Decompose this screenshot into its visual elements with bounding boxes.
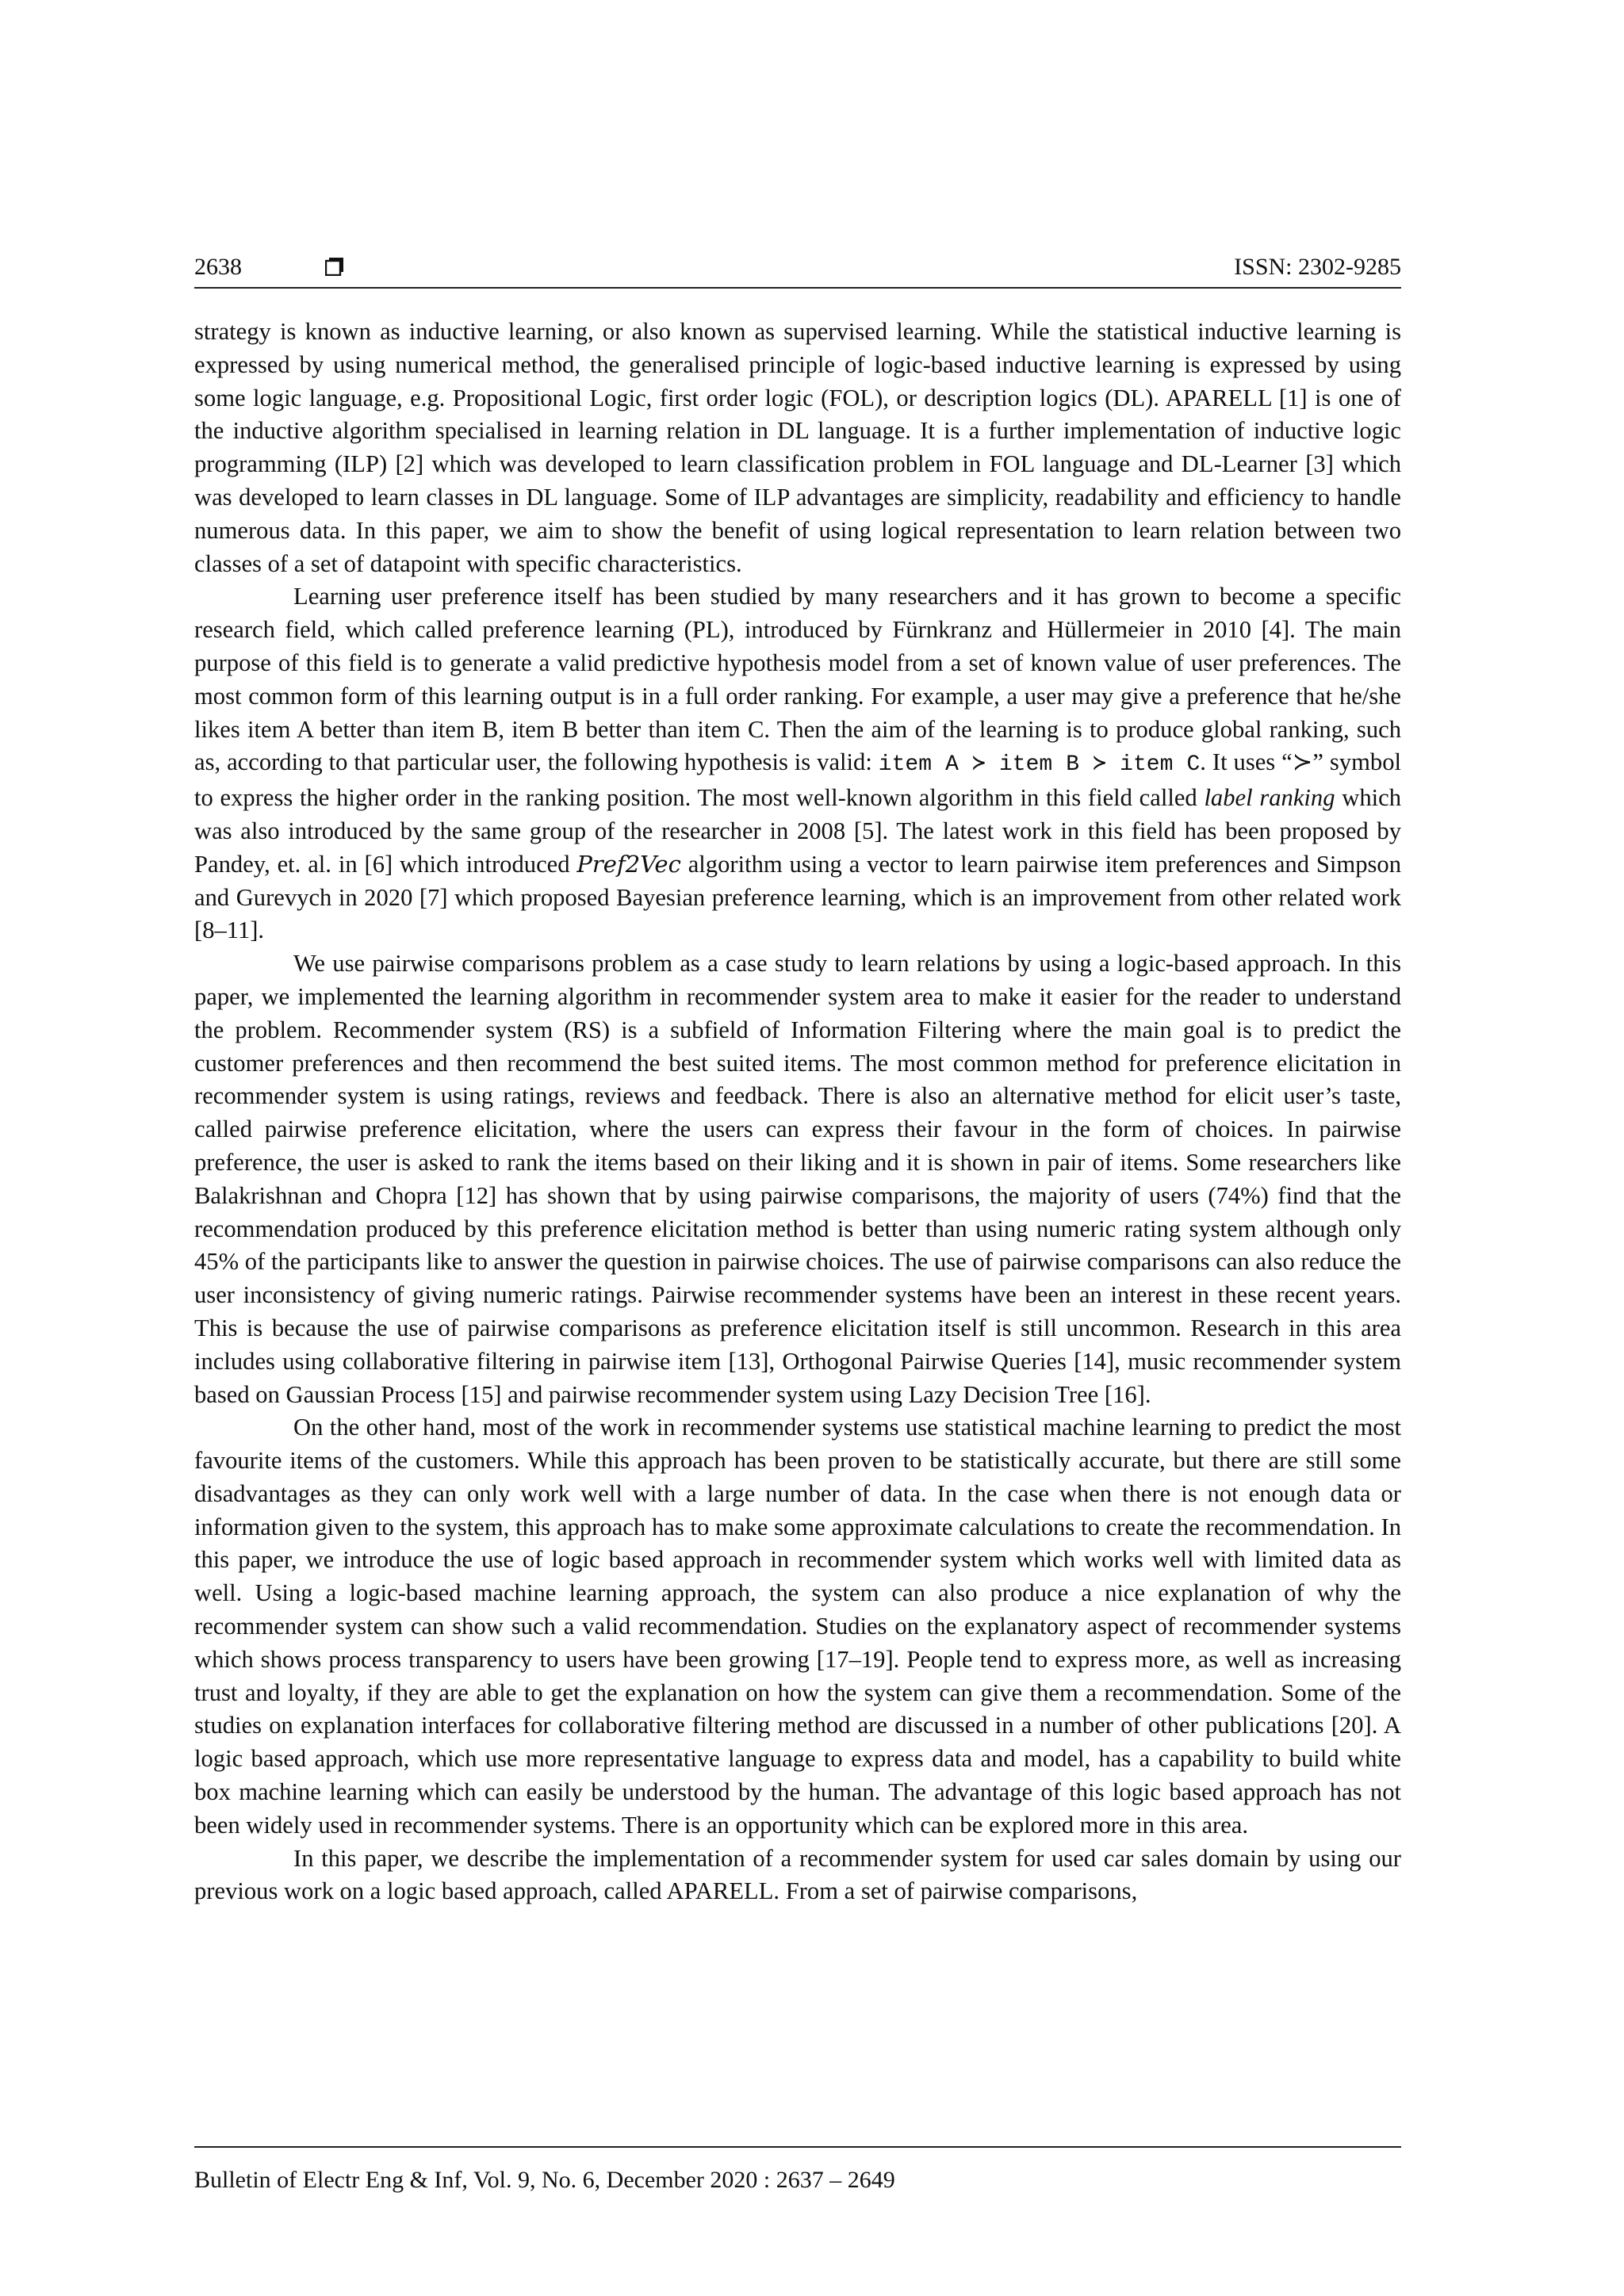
ranking-hypothesis-code: item A ≻ item B ≻ item C: [878, 752, 1201, 778]
paragraph-2-part-c: which was also introduced by the same group of the researcher in 2008 [5]. The latest work in this field has been proposed by Pandey, et. al. in [6] which introduced: [194, 784, 1402, 878]
header-rule: [194, 287, 1401, 289]
square-box-icon: [325, 257, 344, 276]
paragraph-1: strategy is known as inductive learning, or also known as supervised learning. While the statistical inductive learning is expressed by using numerical method, the generalised principle of logic-based inductive learning is expressed by using some logic language, e.g. Propositional Logic, first order logic (FOL), or description logics (DL). APARELL [1] is one of the inductive algorithm specialised in learning relation in DL language. It is a further implementation of inductive logic programming (ILP) [2] which was developed to learn classification problem in FOL language and DL-Learner [3] which was developed to learn classes in DL language. Some of ILP advantages are simplicity, readability and efficiency to handle numerous data. In this paper, we aim to show the benefit of using logical representation to learn relation between two classes of a set of datapoint with specific characteristics.: [194, 318, 1401, 577]
pref2vec-term: Pref2Vec: [576, 850, 681, 878]
paragraph-2-part-a: Learning user preference itself has been studied by many researchers and it has grown to become a specific research field, which called preference learning (PL), introduced by Fürnkranz and Hüllermeier in 2010 [4]. The main purpose of this field is to generate a valid predictive hypothesis model from a set of known value of user preferences. The most common form of this learning output is in a full order ranking. For example, a user may give a preference that he/she likes item A better than item B, item B better than item C. Then the aim of the learning is to produce global ranking, such as, according to that particular user, the following hypothesis is valid:: [194, 583, 1401, 776]
page-number: 2638: [194, 254, 242, 280]
paragraph-2-part-b: . It uses “≻” symbol to express the higher order in the ranking position. The most well-known algorithm in this field called: [194, 748, 1401, 812]
page-header: [194, 252, 1401, 290]
footer-rule: [194, 2146, 1401, 2148]
paragraph-2: [194, 580, 1401, 947]
issn-label: ISSN: 2302-9285: [1234, 254, 1401, 280]
main-text: [194, 316, 1401, 1908]
paragraph-5: In this paper, we describe the implementation of a recommender system for used car sales domain by using our previous work on a logic based approach, called APARELL. From a set of pairwise comparisons,: [194, 1844, 1401, 1905]
paragraph-4: On the other hand, most of the work in recommender systems use statistical machine learning to predict the most favourite items of the customers. While this approach has been proven to be statistically accurate, but there are still some disadvantages as they can only work well with a large number of data. In the case when there is not enough data or information given to the system, this approach has to make some approximate calculations to create the recommendation. In this paper, we introduce the use of logic based approach in recommender system which works well with limited data as well. Using a logic-based machine learning approach, the system can also produce a nice explanation of why the recommender system can show such a valid recommendation. Studies on the explanatory aspect of recommender systems which shows process transparency to users have been growing [17–19]. People tend to express more, as well as increasing trust and loyalty, if they are able to get the explanation on how the system can give them a recommendation. Some of the studies on explanation interfaces for collaborative filtering method are discussed in a number of other publications [20]. A logic based approach, which use more representative language to express data and model, has a capability to build white box machine learning which can easily be understood by the human. The advantage of this logic based approach has not been widely used in recommender systems. There is an opportunity which can be explored more in this area.: [194, 1414, 1401, 1839]
paragraph-3: We use pairwise comparisons problem as a case study to learn relations by using a logic-based approach. In this paper, we implemented the learning algorithm in recommender system area to make it easier for the reader to understand the problem. Recommender system (RS) is a subfield of Information Filtering where the main goal is to predict the customer preferences and then recommend the best suited items. The most common method for preference elicitation in recommender system is using ratings, reviews and feedback. There is also an alternative method for elicit user’s taste, called pairwise preference elicitation, where the users can express their favour in the form of choices. In pairwise preference, the user is asked to rank the items based on their liking and it is shown in pair of items. Some researchers like Balakrishnan and Chopra [12] has shown that by using pairwise comparisons, the majority of users (74%) find that the recommendation produced by this preference elicitation method is better than using numeric rating system although only 45% of the participants like to answer the question in pairwise choices. The use of pairwise comparisons can also reduce the user inconsistency of giving numeric ratings. Pairwise recommender systems have been an interest in these recent years. This is because the use of pairwise comparisons as preference elicitation itself is still uncommon. Research in this area includes using collaborative filtering in pairwise item [13], Orthogonal Pairwise Queries [14], music recommender system based on Gaussian Process [15] and pairwise recommender system using Lazy Decision Tree [16].: [194, 950, 1401, 1408]
paragraph-2-part-d: algorithm using a vector to learn pairwise item preferences and Simpson and Gurevych in 2020 [7] which proposed Bayesian preference learning, which is an improvement from other related work [8–11].: [194, 850, 1401, 944]
page-footer: Bulletin of Electr Eng & Inf, Vol. 9, No. 6, December 2020 : 2637 – 2649: [194, 2167, 895, 2193]
label-ranking-term: label ranking: [1204, 784, 1335, 812]
